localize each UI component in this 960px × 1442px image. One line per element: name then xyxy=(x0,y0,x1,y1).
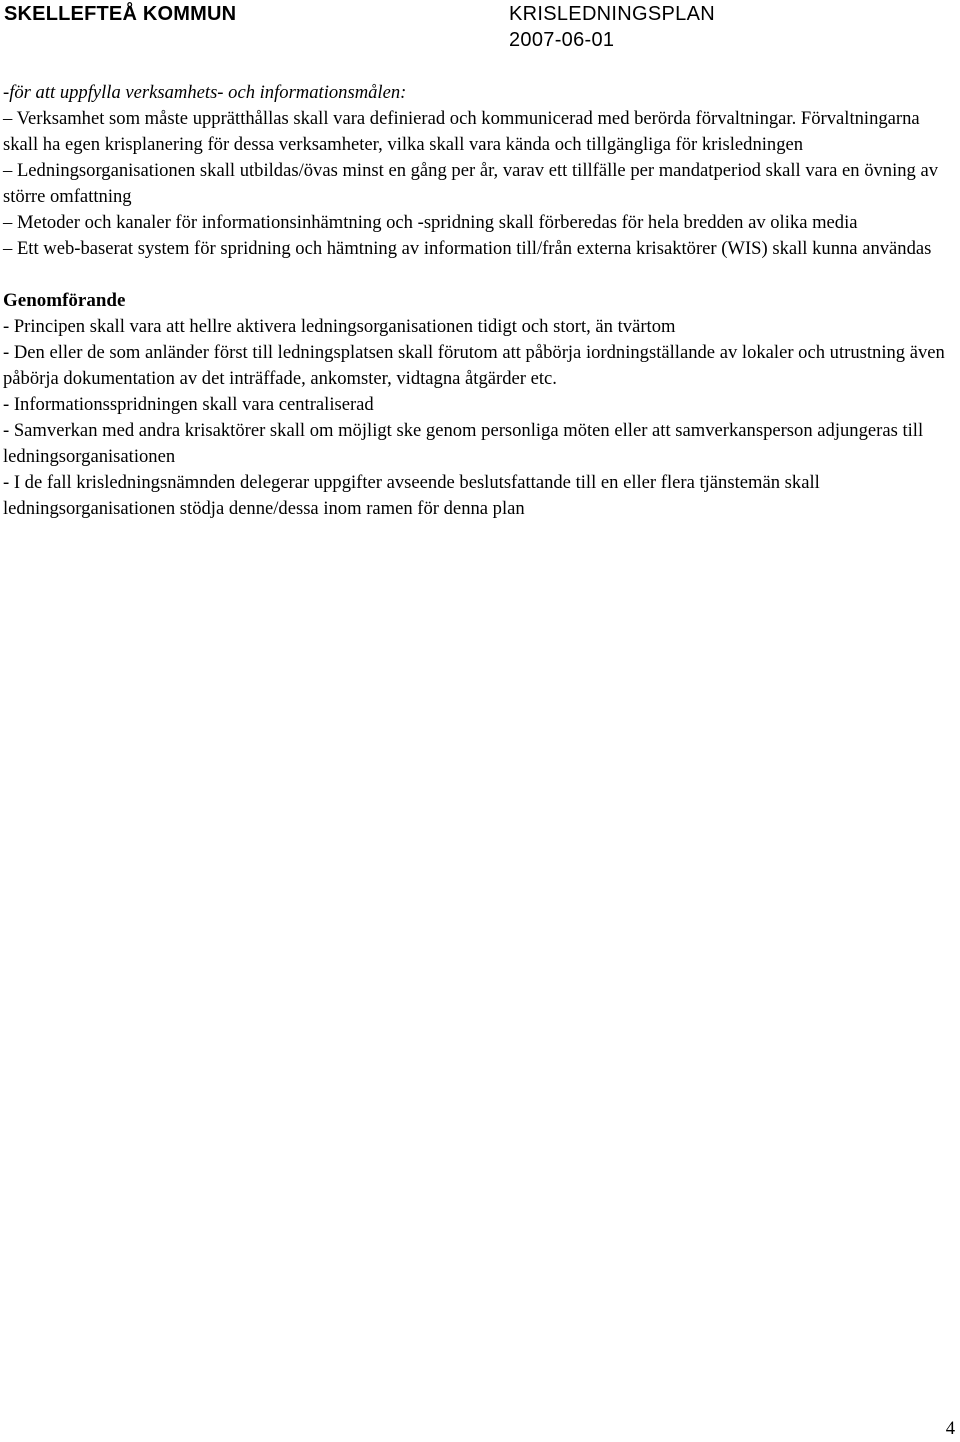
intro-item: – Ett web-baserat system för spridning och hämtning av information till/från externa krisaktörer (WIS) skall kunna användas xyxy=(3,238,932,259)
intro-item: – Ledningsorganisationen skall utbildas/övas minst en gång per år, varav ett tillfälle per mandatperiod skall vara en övning av större omfattning xyxy=(3,160,939,207)
organization-name: SKELLEFTEÅ KOMMUN xyxy=(4,3,237,25)
implementation-item: - Informationsspridningen skall vara centraliserad xyxy=(3,394,374,415)
document-title: KRISLEDNINGSPLAN xyxy=(509,3,715,25)
implementation-item: - I de fall krisledningsnämnden delegerar uppgifter avseende beslutsfattande till en eller flera tjänstemän skall ledningsorganisationen stödja denne/dessa inom ramen för denna plan xyxy=(3,472,820,519)
document-body xyxy=(3,80,959,522)
implementation-item: - Den eller de som anländer först till ledningsplatsen skall förutom att påbörja iordningställande av lokaler och utrustning även påbörja dokumentation av det inträffade, ankomster, vidtagna åtgärder etc. xyxy=(3,342,945,389)
implementation-item: - Principen skall vara att hellre aktivera ledningsorganisationen tidigt och stort, än tvärtom xyxy=(3,316,676,337)
page-number: 4 xyxy=(945,1418,955,1439)
page-header xyxy=(0,0,960,60)
intro-item: – Metoder och kanaler för informationsinhämtning och -spridning skall förberedas för hela bredden av olika media xyxy=(3,212,858,233)
implementation-item: - Samverkan med andra krisaktörer skall om möjligt ske genom personliga möten eller att samverkansperson adjungeras till ledningsorganisationen xyxy=(3,420,924,467)
intro-item: – Verksamhet som måste upprätthållas skall vara definierad och kommunicerad med berörda förvaltningar. Förvaltningarna skall ha egen krisplanering för dessa verksamheter, vilka skall vara kända och tillgängliga för krisledningen xyxy=(3,108,920,155)
section-heading-genomforande: Genomförande xyxy=(3,290,126,311)
intro-heading: -för att uppfylla verksamhets- och informationsmålen: xyxy=(3,82,407,103)
document-date: 2007-06-01 xyxy=(509,29,615,51)
